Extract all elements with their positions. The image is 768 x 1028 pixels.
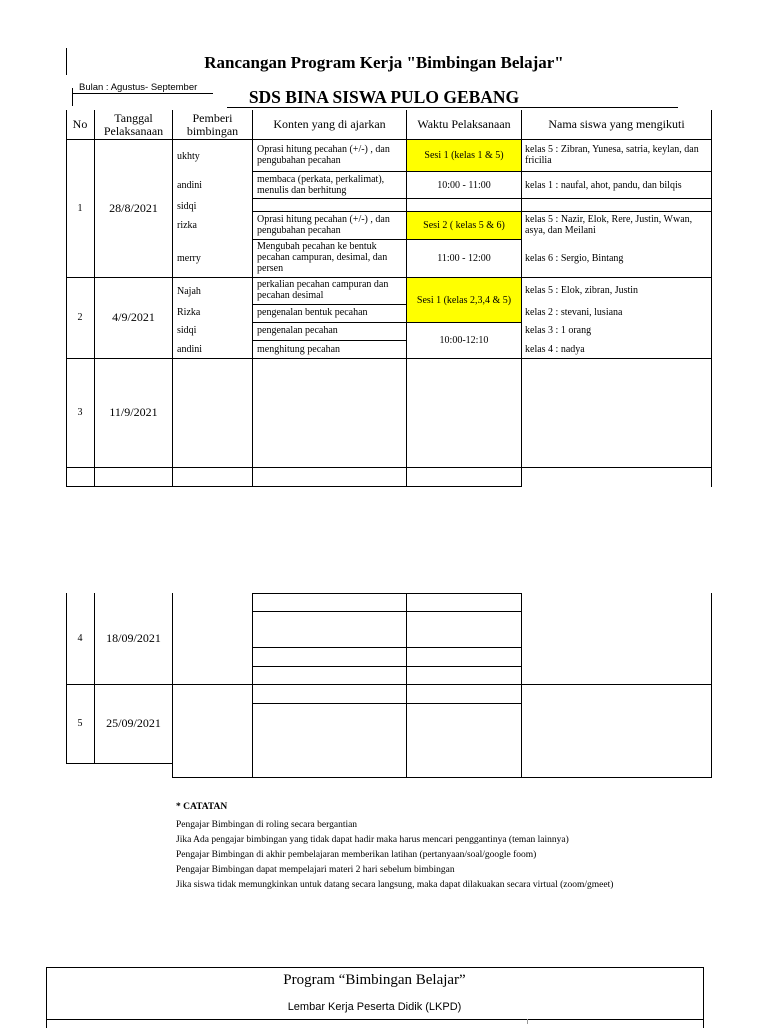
row2-tutor: sidqi	[177, 325, 197, 336]
row2-date: 4/9/2021	[112, 310, 155, 324]
row2-students: kelas 3 : 1 orang	[525, 325, 592, 336]
row1-students: kelas 5 : Zibran, Yunesa, satria, keylan, dan fricilia	[525, 144, 699, 166]
row1-students: kelas 1 : naufal, ahot, pandu, dan bilqis	[525, 180, 682, 191]
row3-no: 3	[77, 407, 83, 418]
notes-title: * CATATAN	[176, 802, 228, 812]
row2-tutor: Rizka	[177, 307, 201, 318]
row1-tutor: sidqi	[177, 201, 197, 212]
row2-tutor: andini	[177, 344, 202, 355]
notes-section	[176, 800, 613, 893]
row1-tutor: ukhty	[177, 151, 200, 162]
row2-session-highlight: Sesi 1 (kelas 2,3,4 & 5)	[407, 278, 521, 322]
row1-content: Oprasi hitung pecahan (+/-) , dan pengubahan pecahan	[257, 214, 390, 236]
note-item: Jika siswa tidak memungkinkan untuk datang secara langsung, maka dapat dilakuakan secara virtual (zoom/gmeet)	[176, 880, 614, 890]
header-waktu: Waktu Pelaksanaan	[417, 117, 511, 131]
row5-date: 25/09/2021	[106, 716, 161, 730]
row1-time: 11:00 - 12:00	[437, 253, 491, 264]
row5-no: 5	[77, 718, 83, 729]
header-pemberi: Pemberi bimbingan	[186, 110, 239, 138]
row1-content: Mengubah pecahan ke bentuk pecahan campuran, desimal, dan persen	[257, 241, 388, 274]
school-name: SDS BINA SISWA PULO GEBANG	[248, 87, 520, 107]
row4-date: 18/09/2021	[106, 631, 161, 645]
row1-no: 1	[77, 202, 83, 214]
row1-session-highlight: Sesi 1 (kelas 1 & 5)	[407, 140, 521, 171]
row1-tutor: merry	[177, 253, 201, 264]
row1-content: membaca (perkata, perkalimat), menulis dan berhitung	[257, 174, 385, 196]
page-title: Rancangan Program Kerja "Bimbingan Belajar"	[204, 53, 564, 72]
month-label: Bulan : Agustus- September	[79, 82, 198, 93]
note-item: Pengajar Bimbingan di akhir pembelajaran memberikan latihan (pertanyaan/soal/google foom)	[176, 850, 537, 860]
school-underline	[227, 107, 678, 108]
row2-students: kelas 5 : Elok, zibran, Justin	[525, 285, 639, 296]
row2-content: menghitung pecahan	[257, 344, 341, 355]
note-item: Pengajar Bimbingan dapat mempelajari materi 2 hari sebelum bimbingan	[176, 865, 455, 875]
row3-date: 11/9/2021	[109, 405, 158, 419]
row4-no: 4	[77, 633, 83, 644]
row1-content: Oprasi hitung pecahan (+/-) , dan pengubahan pecahan	[257, 144, 390, 166]
header-nama: Nama siswa yang mengikuti	[548, 117, 685, 131]
lkpd-subtitle: Lembar Kerja Peserta Didik (LKPD)	[287, 1001, 462, 1013]
note-item: Pengajar Bimbingan di roling secara bergantian	[176, 820, 358, 830]
note-item: Jika Ada pengajar bimbingan yang tidak dapat hadir maka harus mencari penggantinya (teman lainnya)	[176, 835, 569, 845]
row2-content: perkalian pecahan campuran dan pecahan desimal	[257, 279, 389, 301]
header-tanggal: Tanggal Pelaksanaan	[103, 110, 164, 138]
row2-no: 2	[77, 312, 83, 323]
lkpd-title: Program “Bimbingan Belajar”	[283, 972, 466, 988]
row2-tutor: Najah	[177, 286, 201, 297]
row1-date: 28/8/2021	[109, 200, 158, 215]
row1-tutor: andini	[177, 180, 202, 191]
row2-content: pengenalan pecahan	[257, 325, 338, 336]
row2-content: pengenalan bentuk pecahan	[257, 307, 368, 318]
header-konten: Konten yang di ajarkan	[273, 117, 386, 131]
row1-time: 10:00 - 11:00	[437, 179, 491, 191]
row1-session-highlight: Sesi 2 ( kelas 5 & 6)	[407, 212, 521, 239]
header-no: No	[72, 117, 88, 131]
row1-students: kelas 5 : Nazir, Elok, Rere, Justin, Wwan, asya, dan Meilani	[525, 214, 693, 236]
row1-students: kelas 6 : Sergio, Bintang	[525, 253, 624, 264]
row2-students: kelas 2 : stevani, lusiana	[525, 307, 623, 318]
row2-students: kelas 4 : nadya	[525, 344, 585, 355]
row2-time: 10:00-12:10	[439, 335, 489, 346]
row1-tutor: rizka	[177, 220, 197, 231]
